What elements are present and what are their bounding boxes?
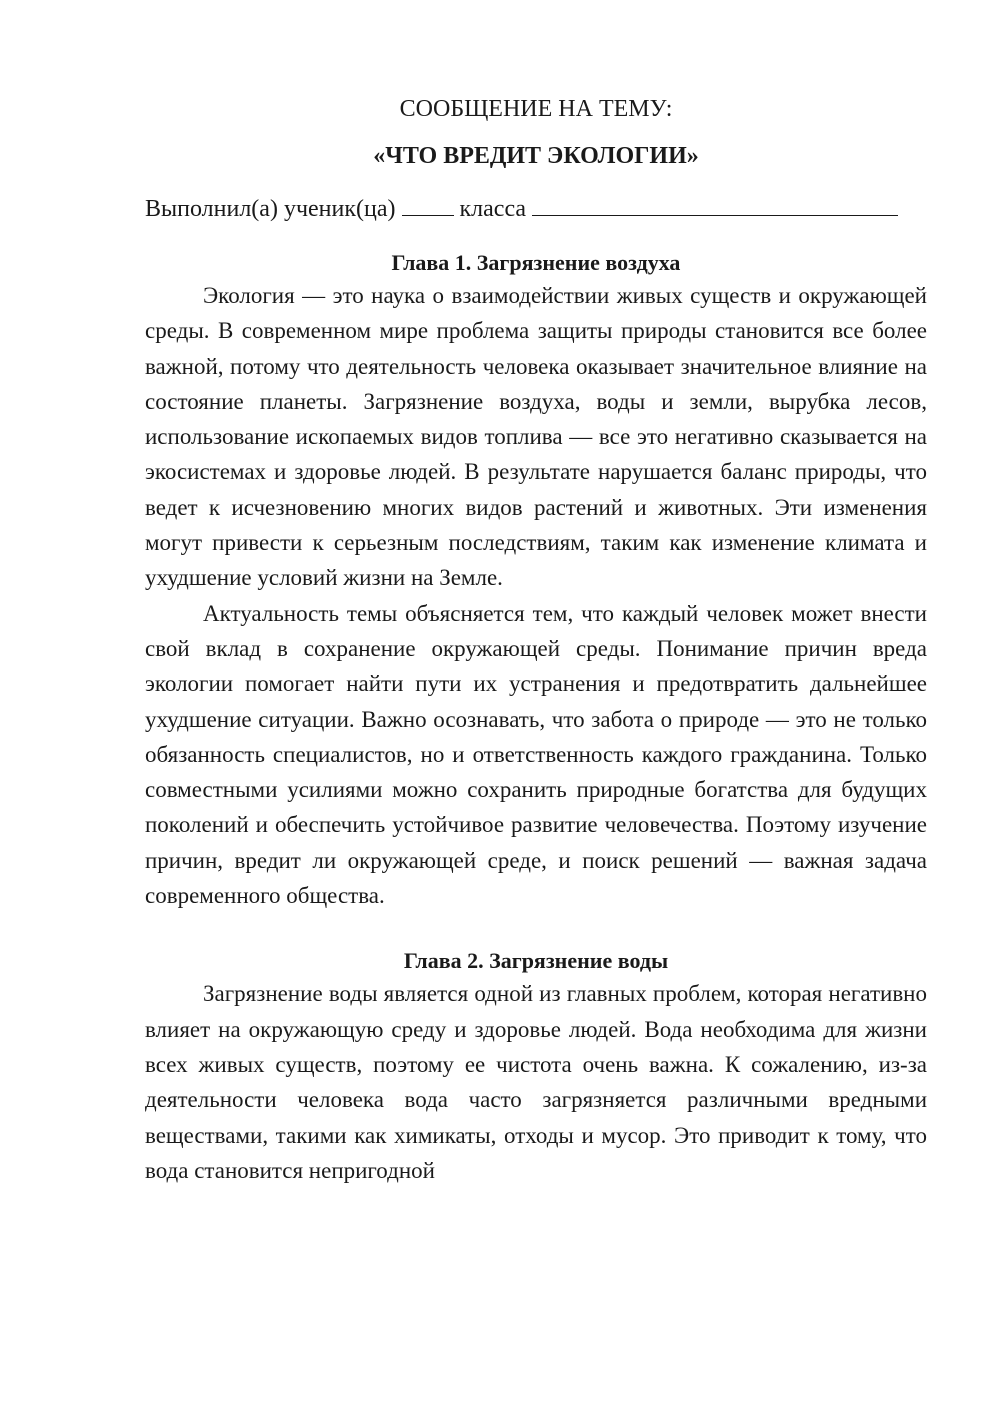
class-name-blank xyxy=(532,193,898,216)
chapter-2-paragraph-1: Загрязнение воды является одной из главных проблем, которая негативно влияет на окружающую среду и здоровье людей. Вода необходима для жизни всех живых существ, поэтому ее чистота очень важна. К сожалению, из-за деятельности человека вода часто загрязняется различными вредными веществами, такими как химикаты, отходы и мусор. Это приводит к тому, что вода становится непригодной xyxy=(145,981,927,1183)
chapter-1-heading: Глава 1. Загрязнение воздуха xyxy=(391,250,681,275)
chapter-1-paragraph-1: Экология — это наука о взаимодействии живых существ и окружающей среды. В современном мире проблема защиты природы становится все более важной, потому что деятельность человека оказывает значительное влияние на состояние планеты. Загрязнение воздуха, воды и земли, вырубка лесов, использование ископаемых видов топлива — все это негативно сказывается на экосистемах и здоровье людей. В результате нарушается баланс природы, что ведет к исчезновению многих видов растений и животных. Эти изменения могут привести к серьезным последствиям, таким как изменение климата и ухудшение условий жизни на Земле. xyxy=(145,283,927,591)
chapter-2-text-clip xyxy=(145,976,927,1188)
title-line-1: СООБЩЕНИЕ НА ТЕМУ: xyxy=(399,96,673,122)
class-number-blank xyxy=(402,193,454,216)
byline-performed-by: Выполнил(а) ученик(ца) xyxy=(145,196,396,222)
document-page xyxy=(145,94,927,1188)
byline-class-word: класса xyxy=(459,196,527,222)
byline xyxy=(145,193,927,224)
chapter-2-heading: Глава 2. Загрязнение воды xyxy=(403,948,669,974)
title-line-2: «ЧТО ВРЕДИТ ЭКОЛОГИИ» xyxy=(373,143,699,169)
chapter-1-paragraph-2: Актуальность темы объясняется тем, что каждый человек может внести свой вклад в сохранение окружающей среды. Понимание причин вреда экологии помогает найти пути их устранения и предотвратить дальнейшее ухудшение ситуации. Важно осознавать, что забота о природе — это не только обязанность специалистов, но и ответственность каждого гражданина. Только совместными усилиями можно сохранить природные богатства для будущих поколений и обеспечить устойчивое развитие человечества. Поэтому изучение причин, вредит ли окружающей среде, и поиск решений — важная задача современного общества. xyxy=(145,600,927,909)
